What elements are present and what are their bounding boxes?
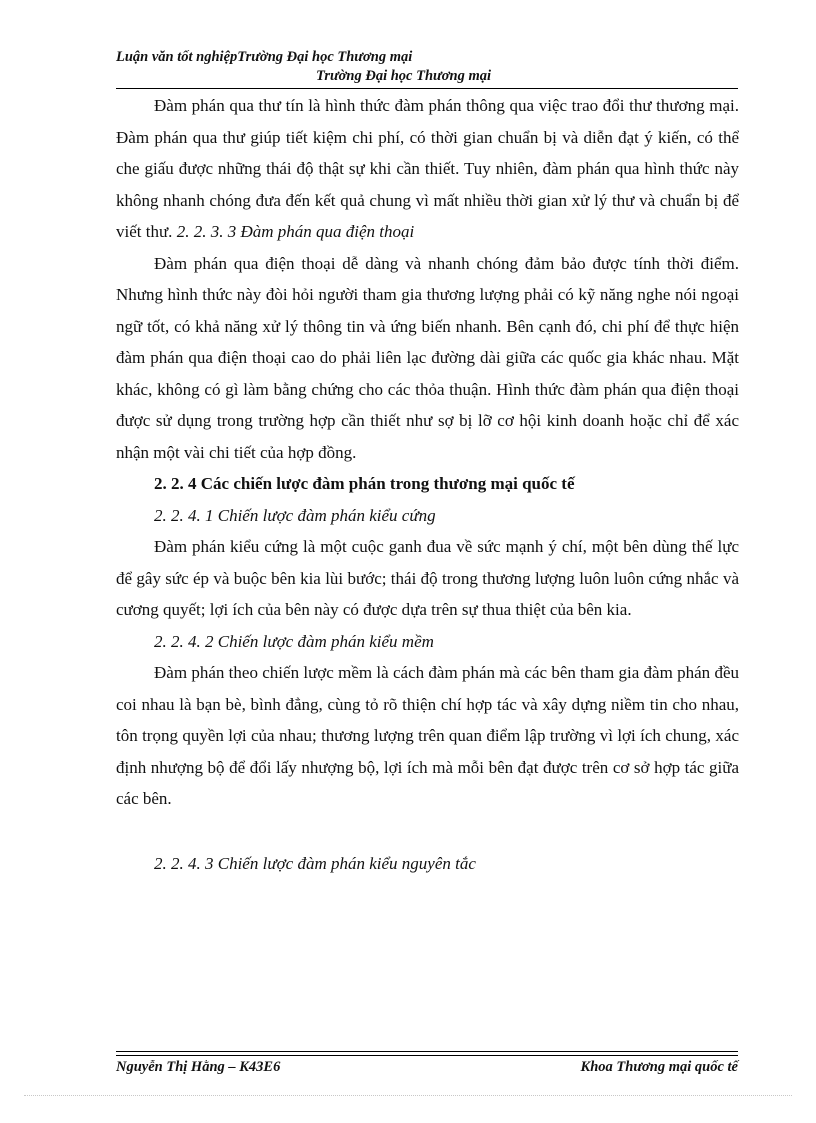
document-body [116, 90, 739, 879]
page-bottom-edge [24, 1095, 792, 1096]
section-heading-2243: 2. 2. 4. 3 Chiến lược đàm phán kiểu nguyên tắc [154, 853, 476, 873]
page-footer [116, 1058, 738, 1076]
paragraph-hard-strategy: Đàm phán kiểu cứng là một cuộc ganh đua về sức mạnh ý chí, một bên dùng thế lực để gây sức ép và buộc bên kia lùi bước; thái độ trong thương lượng luôn luôn cứng nhắc và cương quyết; lợi ích của bên này có được dựa trên sự thua thiệt của bên kia. [116, 537, 739, 619]
paragraph-letter-negotiation [116, 90, 739, 248]
paragraph-phone-negotiation: Đàm phán qua điện thoại dễ dàng và nhanh chóng đảm bảo được tính thời điểm. Nhưng hình thức này đòi hỏi người tham gia thương lượng phải có kỹ năng nghe nói ngoại ngữ tốt, có khả năng xử lý thông tin và ứng biến nhanh. Bên cạnh đó, chi phí để thực hiện đàm phán qua điện thoại cao do phải liên lạc đường dài giữa các quốc gia khác nhau. Mặt khác, không có gì làm bằng chứng cho các thỏa thuận. Hình thức đàm phán qua điện thoại được sử dụng trong trường hợp cần thiết như sợ bị lỡ cơ hội kinh doanh hoặc chỉ để xác nhận một vài chi tiết của hợp đồng. [116, 253, 739, 462]
header-line-1: Luận văn tốt nghiệpTrường Đại học Thương mại [116, 49, 413, 65]
footer-author: Nguyễn Thị Hằng – K43E6 [116, 1059, 281, 1075]
footer-divider-bottom [116, 1055, 738, 1056]
blank-line [116, 815, 739, 848]
section-heading-224: 2. 2. 4 Các chiến lược đàm phán trong thương mại quốc tế [154, 474, 575, 493]
footer-faculty: Khoa Thương mại quốc tế [580, 1059, 738, 1075]
paragraph-text: Đàm phán qua thư tín là hình thức đàm phán thông qua việc trao đổi thư thương mại. Đàm phán qua thư giúp tiết kiệm chi phí, có thời gian chuẩn bị và diễn đạt ý kiến, có thể che giấu được những thái độ thật sự khi cần thiết. Tuy nhiên, đàm phán qua hình thức này không nhanh chóng đưa đến kết quả chung vì mất nhiều thời gian xử lý thư và chuẩn bị để viết thư. [116, 96, 739, 241]
header-divider [116, 88, 738, 89]
section-heading-2233: 2. 2. 3. 3 Đàm phán qua điện thoại [176, 222, 415, 241]
section-heading-2241: 2. 2. 4. 1 Chiến lược đàm phán kiểu cứng [154, 505, 436, 525]
footer-divider-top [116, 1051, 738, 1052]
section-heading-2242: 2. 2. 4. 2 Chiến lược đàm phán kiểu mềm [154, 631, 434, 651]
paragraph-soft-strategy: Đàm phán theo chiến lược mềm là cách đàm phán mà các bên tham gia đàm phán đều coi nhau là bạn bè, bình đẳng, cùng tỏ rõ thiện chí hợp tác và xây dựng niềm tin cho nhau, tôn trọng quyền lợi của nhau; thương lượng trên quan điểm lập trường vì lợi ích chung, xác định nhượng bộ để đổi lấy nhượng bộ, lợi ích mà mỗi bên đạt được trên cơ sở hợp tác giữa các bên. [116, 663, 739, 808]
page-header [116, 48, 738, 86]
header-line-2: Trường Đại học Thương mại [316, 68, 492, 84]
